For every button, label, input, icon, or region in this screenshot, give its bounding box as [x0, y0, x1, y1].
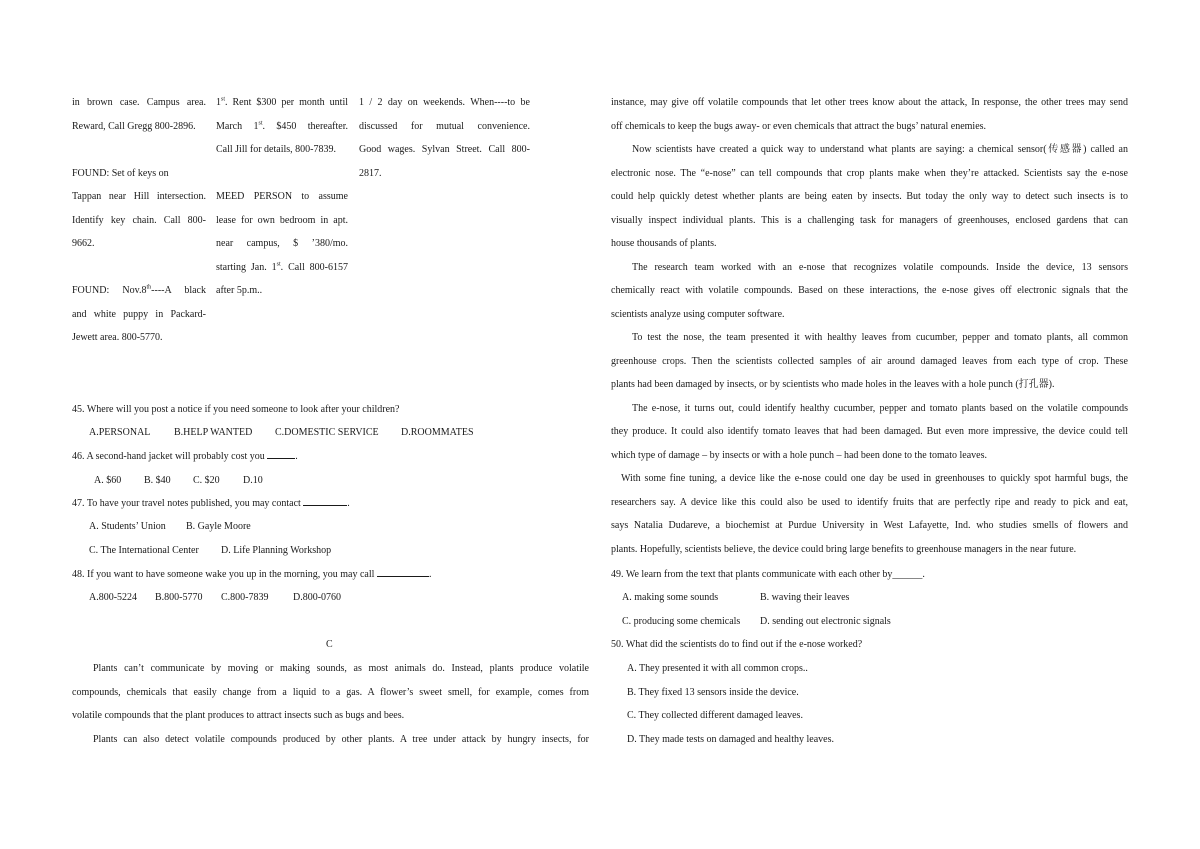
section-title: C — [326, 639, 333, 650]
q49-option-d: D. sending out electronic signals — [760, 616, 891, 627]
ad-line: after 5p.m.. — [216, 285, 263, 296]
paragraph-line: visually inspect individual plants. This is a challenging task for managers of greenhouses, enclosed gardens that can — [611, 214, 1128, 226]
answer-blank — [267, 450, 295, 459]
q46-option-c: C. $20 — [193, 475, 220, 486]
q47-option-b: B. Gayle Moore — [186, 521, 251, 532]
ad-line: starting Jan. 1st. Call 800-6157 — [216, 261, 348, 273]
paragraph-line: With some fine tuning, a device like the e-nose could one day be used in greenhouses to quickly spot harmful bugs, the — [621, 473, 1128, 484]
paragraph-line: instance, may give off volatile compounds that let other trees know about the attack, In response, the other trees may send — [611, 97, 1128, 108]
section-c-paragraphs — [72, 662, 589, 756]
question-50: 50. What did the scientists do to find out if the e-nose worked? — [611, 639, 863, 650]
paragraph-line: they produce. It could also identify tomato leaves that had been damaged. But even more impressive, the device could tell — [611, 426, 1128, 437]
ad-line: 9662. — [72, 238, 95, 249]
q46-option-d: D.10 — [243, 475, 263, 486]
paragraph-line: compounds, chemicals that easily change from a liquid to a gas. A flower’s sweet smell, for example, comes from — [72, 686, 589, 698]
paragraph-line: Plants can also detect volatile compounds produced by other plants. A tree under attack by hungry insects, for — [93, 733, 589, 745]
ad-line — [216, 167, 348, 191]
question-48-text: 48. If you want to have someone wake you up in the morning, you may call — [72, 569, 375, 580]
question-46-text: 46. A second-hand jacket will probably cost you — [72, 451, 265, 462]
ad-line: 1st. Rent $300 per month until — [216, 96, 348, 108]
q48-option-c: C.800-7839 — [221, 592, 269, 603]
question-49: 49. We learn from the text that plants communicate with each other by______. — [611, 569, 925, 580]
paragraph-line: plants. Hopefully, scientists believe, the device could bring large benefits to greenhouse managers in the near future. — [611, 543, 1077, 555]
ad-line: March 1st. $450 thereafter. — [216, 120, 348, 132]
paragraph-line: chemically react with volatile compounds. Based on these interactions, the e-nose gives off electronic signals that the — [611, 285, 1128, 296]
ad-line: MEED PERSON to assume — [216, 191, 348, 202]
paragraph-line: volatile compounds that the plant produces to attract insects such as bugs and bees. — [72, 710, 405, 721]
q45-option-b: B.HELP WANTED — [174, 427, 253, 438]
paragraph-line: The e-nose, it turns out, could identify healthy cucumber, pepper and tomato plants based on the volatile compounds — [632, 402, 1128, 414]
ad-column-3 — [359, 96, 530, 190]
paragraph-line: house thousands of plants. — [611, 238, 717, 249]
ad-line: in brown case. Campus area. — [72, 97, 206, 108]
answer-blank — [303, 497, 347, 506]
ad-line: 2817. — [359, 167, 382, 179]
q50-option-d: D. They made tests on damaged and healthy leaves. — [627, 734, 834, 745]
paragraph-line: greenhouse crops. Then the scientists collected samples of air around damaged leaves from each type of crop. These — [611, 355, 1128, 367]
question-47: 47. To have your travel notes published, you may contact . — [72, 498, 350, 509]
ad-line: FOUND: Set of keys on — [72, 167, 169, 179]
q45-option-a: A.PERSONAL — [89, 427, 151, 438]
q45-option-c: C.DOMESTIC SERVICE — [275, 427, 379, 438]
paragraph-line: electronic nose. The “e-nose” can tell compounds that crop plants make when they’re attacked. Scientists say the e-nose — [611, 167, 1128, 179]
question-48: 48. If you want to have someone wake you up in the morning, you may call . — [72, 569, 432, 580]
q47-option-d: D. Life Planning Workshop — [221, 545, 332, 556]
question-47-text: 47. To have your travel notes published, you may contact — [72, 498, 301, 509]
q50-option-b: B. They fixed 13 sensors inside the device. — [627, 687, 799, 698]
right-passage — [611, 96, 1128, 566]
ad-line: Jewett area. 800-5770. — [72, 332, 163, 343]
paragraph-line: researchers say. A device like this could also be used to identify fruits that are perfectly ripe and ready to pick and eat, — [611, 496, 1128, 508]
ad-line: lease for own bedroom in apt. — [216, 214, 348, 226]
ad-line: Call Jill for details, 800-7839. — [216, 144, 336, 155]
ad-line: near campus, $ ’380/mo. — [216, 238, 348, 249]
ad-line: FOUND: Nov.8th----A black — [72, 284, 206, 296]
paragraph-line: which type of damage – by insects or with a hole punch – had been done to the tomato leaves. — [611, 449, 988, 461]
q49-option-c: C. producing some chemicals — [622, 616, 741, 627]
paragraph-line: scientists analyze using computer software. — [611, 308, 785, 320]
q48-option-d: D.800-0760 — [293, 592, 342, 603]
ad-line — [72, 261, 206, 285]
ad-line: Identify key chain. Call 800- — [72, 214, 206, 226]
q46-option-a: A. $60 — [94, 475, 122, 486]
paragraph-line: Now scientists have created a quick way to understand what plants are saying: a chemical sensor(传感器) called an — [632, 144, 1128, 155]
ad-line — [72, 143, 206, 167]
ad-line: and white puppy in Packard- — [72, 308, 206, 320]
paragraph-line: could help quickly detest whether plants are being eaten by insects. But today the only way to detect such insects is to — [611, 191, 1128, 202]
q48-option-a: A.800-5224 — [89, 592, 138, 603]
ad-column-1 — [72, 96, 206, 355]
q50-option-a: A. They presented it with all common crops.. — [627, 663, 808, 674]
q49-option-b: B. waving their leaves — [760, 592, 850, 603]
ad-column-2 — [216, 96, 348, 308]
answer-blank — [377, 568, 429, 577]
paragraph-line: Plants can’t communicate by moving or making sounds, as most animals do. Instead, plants produce volatile — [93, 663, 589, 674]
paragraph-line: says Natalia Dudareve, a biochemist at Purdue University in West Lafayette, Ind. who studies smells of flowers and — [611, 520, 1128, 531]
paragraph-line: To test the nose, the team presented it with healthy leaves from cucumber, pepper and tomato plants, all common — [632, 332, 1128, 343]
q48-option-b: B.800-5770 — [155, 592, 203, 603]
paragraph-line: plants had been damaged by insects, or by scientists who made holes in the leaves with a hole punch (打孔器). — [611, 379, 1055, 390]
q50-option-c: C. They collected different damaged leaves. — [627, 710, 803, 721]
paragraph-line: The research team worked with an e-nose that recognizes volatile compounds. Inside the device, 13 sensors — [632, 261, 1128, 273]
ad-line: Tappan near Hill intersection. — [72, 191, 206, 202]
q46-option-b: B. $40 — [144, 475, 171, 486]
q45-option-d: D.ROOMMATES — [401, 427, 474, 438]
ad-line: Good wages. Sylvan Street. Call 800- — [359, 144, 530, 155]
ad-line: discussed for mutual convenience. — [359, 120, 530, 132]
q47-option-c: C. The International Center — [89, 545, 199, 556]
q47-option-a: A. Students’ Union — [89, 521, 166, 532]
ad-line: 1 / 2 day on weekends. When----to be — [359, 97, 530, 108]
q49-option-a: A. making some sounds — [622, 592, 719, 603]
paragraph-line: off chemicals to keep the bugs away- or even chemicals that attract the bugs’ natural enemies. — [611, 120, 987, 132]
question-46: 46. A second-hand jacket will probably cost you . — [72, 451, 298, 462]
question-45: 45. Where will you post a notice if you need someone to look after your children? — [72, 404, 400, 415]
ad-line: Reward, Call Gregg 800-2896. — [72, 120, 196, 132]
